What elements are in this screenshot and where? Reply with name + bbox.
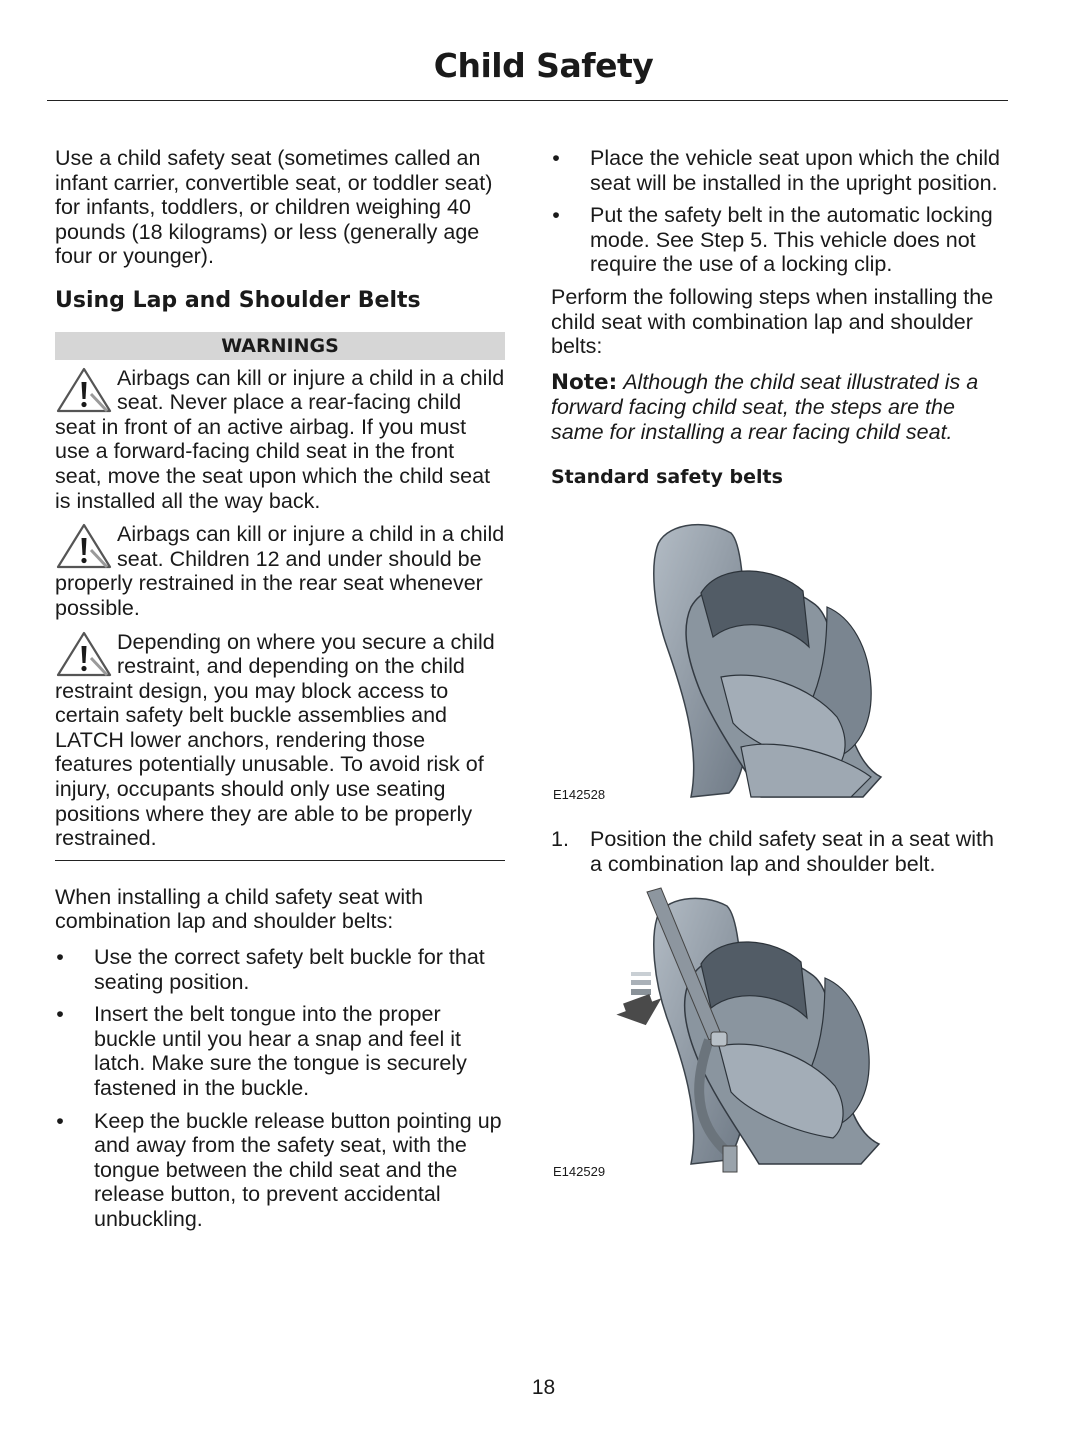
warning-triangle-icon [55,630,113,678]
warnings-end-divider [55,860,505,861]
note-text: Although the child seat illustrated is a forward facing child seat, the steps are the same for installing a rear facing child seat. [551,369,979,444]
list-item-text: Insert the belt tongue into the proper buckle until you hear a snap and feel it latch. Make sure the tongue is securely fastened in the buckle. [94,1002,467,1100]
intro-paragraph: Use a child safety seat (sometimes called an infant carrier, convertible seat, or toddler seat) for infants, toddlers, or children weighing 40 pounds (18 kilograms) or less (generally age four or younger). [55,146,493,269]
bullet-icon: • [56,945,64,970]
warning-item [55,522,505,620]
warning-item [55,366,505,514]
bullet-icon: • [56,1108,64,1133]
steps-intro: Perform the following steps when installing the child seat with combination lap and shoulder belts: [551,284,994,359]
warning-text: Airbags can kill or injure a child in a child seat. Children 12 and under should be properly restrained in the rear seat whenever possible. [55,522,505,620]
step-number: 1. [551,827,569,852]
list-item [551,203,1003,277]
list-item [551,146,1003,195]
list-item [55,1002,505,1100]
child-seat-illustration [551,497,1003,807]
page-title: Child Safety [433,46,654,85]
list-item-text: Put the safety belt in the automatic locking mode. See Step 5. This vehicle does not require the use of a locking clip. [590,203,993,277]
list-item [55,1109,505,1232]
list-item [55,945,505,994]
bullet-icon: • [552,203,560,228]
note-paragraph [551,370,1003,445]
warning-triangle-icon [55,522,113,570]
belt-routing-illustration [551,884,1003,1184]
warning-text: Airbags can kill or injure a child in a child seat. Never place a rear-facing child seat in front of an active airbag. If you must use a forward-facing child seat in the front seat, move the seat upon which the child seat is installed all the way back. [55,365,505,513]
figure-belt-routing [551,884,1003,1214]
steps-list [551,827,1003,876]
title-divider [47,100,1008,101]
list-item-text: Keep the buckle release button pointing up and away from the safety seat, with the tongue between the child seat and the release button, to prevent accidental unbuckling. [94,1108,502,1231]
figure-child-seat [551,497,1003,827]
figure-id: E142529 [553,1164,606,1180]
warnings-header: WARNINGS [55,332,505,360]
note-label: Note: [551,369,618,395]
step-text: Position the child safety seat in a seat with a combination lap and shoulder belt. [590,827,994,876]
section-heading: Using Lap and Shoulder Belts [55,287,421,313]
list-item-text: Place the vehicle seat upon which the child seat will be installed in the upright position. [590,146,1000,195]
prep-bullet-list [551,146,1003,277]
install-bullet-list [55,945,505,1232]
left-column [55,146,505,1240]
warning-item [55,630,505,851]
standard-belts-heading: Standard safety belts [551,465,783,488]
install-intro: When installing a child safety seat with combination lap and shoulder belts: [55,884,424,934]
step-item [551,827,1003,876]
figure-id: E142528 [553,787,606,803]
page-number: 18 [531,1376,556,1399]
warning-triangle-icon [55,366,113,414]
list-item-text: Use the correct safety belt buckle for that seating position. [94,945,485,994]
bullet-icon: • [552,146,560,170]
right-column [551,146,1003,1214]
warning-text: Depending on where you secure a child restraint, and depending on the child restraint design, you may block access to certain safety belt buckle assemblies and LATCH lower anchors, rendering those features potentially unusable. To avoid risk of injury, occupants should only use seating positions where they are able to be properly restrained. [55,629,495,851]
bullet-icon: • [56,1002,64,1027]
